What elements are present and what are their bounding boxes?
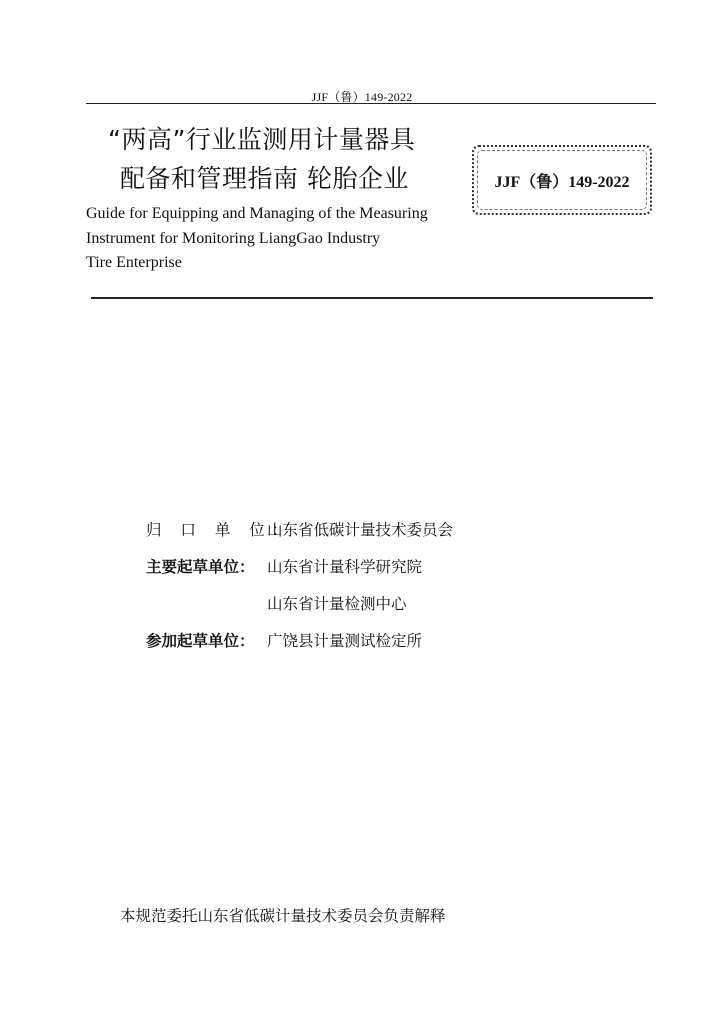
title-divider: [91, 297, 653, 299]
unit-value-participating: 广饶县计量测试检定所: [267, 632, 423, 650]
unit-value-responsible: 山东省低碳计量技术委员会: [267, 521, 454, 539]
unit-row-participating: [146, 629, 586, 666]
unit-value-main-drafter-2: 山东省计量检测中心: [267, 595, 407, 613]
standard-code-box: [472, 145, 652, 215]
running-header-code: JJF（鲁）149-2022: [311, 90, 413, 104]
unit-label-main-drafter: 主要起草单位：: [146, 558, 255, 576]
chinese-title-line-1: “两高”行业监测用计量器具: [108, 125, 416, 154]
interpretation-note: 本规范委托山东省低碳计量技术委员会负责解释: [120, 907, 446, 925]
chinese-title-line-2: 配备和管理指南 轮胎企业: [120, 164, 409, 193]
unit-row-main-drafter: [146, 555, 586, 592]
english-title-line-2: Instrument for Monitoring LiangGao Industry: [86, 229, 381, 247]
unit-value-main-drafter-1: 山东省计量科学研究院: [267, 558, 423, 576]
drafting-units: [146, 518, 586, 666]
english-title: [86, 202, 486, 276]
standard-code: JJF（鲁）149-2022: [494, 173, 630, 191]
unit-label-responsible: 归 口 单 位：: [146, 521, 295, 539]
header-divider: [86, 103, 656, 104]
english-title-line-3: Tire Enterprise: [86, 254, 182, 271]
unit-label-participating: 参加起草单位：: [146, 632, 255, 650]
unit-row-responsible: [146, 518, 586, 555]
unit-row-main-drafter-2: [146, 592, 586, 629]
chinese-title: [92, 120, 462, 198]
english-title-line-1: Guide for Equipping and Managing of the Measuring: [86, 205, 428, 222]
